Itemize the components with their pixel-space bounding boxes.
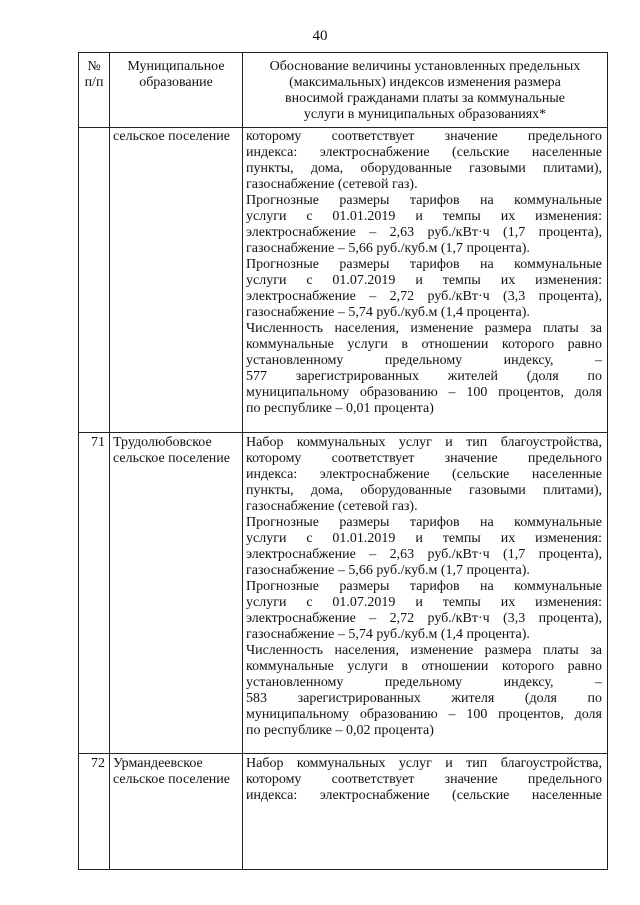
header-municipality: Муниципальное образование	[127, 59, 225, 90]
row-divider	[79, 127, 607, 128]
header-basis: Обоснование величины установленных предельных (максимальных) индексов изменения размера вносимой гражданами платы за коммунальные услуги в муниципальных образованиях*	[269, 59, 581, 122]
basis-text: Набор коммунальных услуг и тип благоустройства, которому соответствует значение предельного индекса: электроснабжение (сельские населенные пункты, дома, оборудованные газовыми плитами), газоснабжение (сетевой газ). Прогнозные размеры тарифов на коммунальные услуги с 01.01.2019 и темпы их изменения: электроснабжение – 2,63 руб./кВт·ч (1,7 процента), газоснабжение – 5,66 руб./куб.м (1,7 процента). Прогнозные размеры тарифов на коммунальные услуги с 01.07.2019 и темпы их изменения: электроснабжение – 2,72 руб./кВт·ч (3,3 процента), газоснабжение – 5,74 руб./куб.м (1,4 процента). Численность населения, изменение размера платы за коммунальные услуги в отношении которого равно установленному предельному индексу, – 583 зарегистрированных жителя (доля по муниципальному образованию – 100 процентов, доля по республике – 0,02 процента)	[246, 435, 602, 738]
row-number: 71	[91, 435, 105, 450]
column-divider	[242, 53, 243, 869]
basis-text: которому соответствует значение предельного индекса: электроснабжение (сельские населенные пункты, дома, оборудованные газовыми плитами), газоснабжение (сетевой газ). Прогнозные размеры тарифов на коммунальные услуги с 01.01.2019 и темпы их изменения: электроснабжение – 2,63 руб./кВт·ч (1,7 процента), газоснабжение – 5,66 руб./куб.м (1,7 процента). Прогнозные размеры тарифов на коммунальные услуги с 01.07.2019 и темпы их изменения: электроснабжение – 2,72 руб./кВт·ч (3,3 процента), газоснабжение – 5,74 руб./куб.м (1,4 процента). Численность населения, изменение размера платы за коммунальные услуги в отношении которого равно установленному предельному индексу, – 577 зарегистрированных жителей (доля по муниципальному образованию – 100 процентов, доля по республике – 0,01 процента)	[246, 129, 602, 416]
column-divider	[109, 53, 110, 869]
basis-text: Набор коммунальных услуг и тип благоустройства, которому соответствует значение предельного индекса: электроснабжение (сельские населенные	[246, 756, 602, 803]
row-number: 72	[91, 756, 105, 771]
municipality-name: Урмандеевское сельское поселение	[113, 756, 230, 787]
page-number: 40	[312, 28, 328, 44]
tariff-table	[78, 52, 608, 870]
municipality-name: Трудолюбовское сельское поселение	[113, 435, 230, 466]
municipality-name: сельское поселение	[113, 129, 230, 144]
row-divider	[79, 753, 607, 754]
row-divider	[79, 432, 607, 433]
header-number: № п/п	[84, 59, 104, 90]
